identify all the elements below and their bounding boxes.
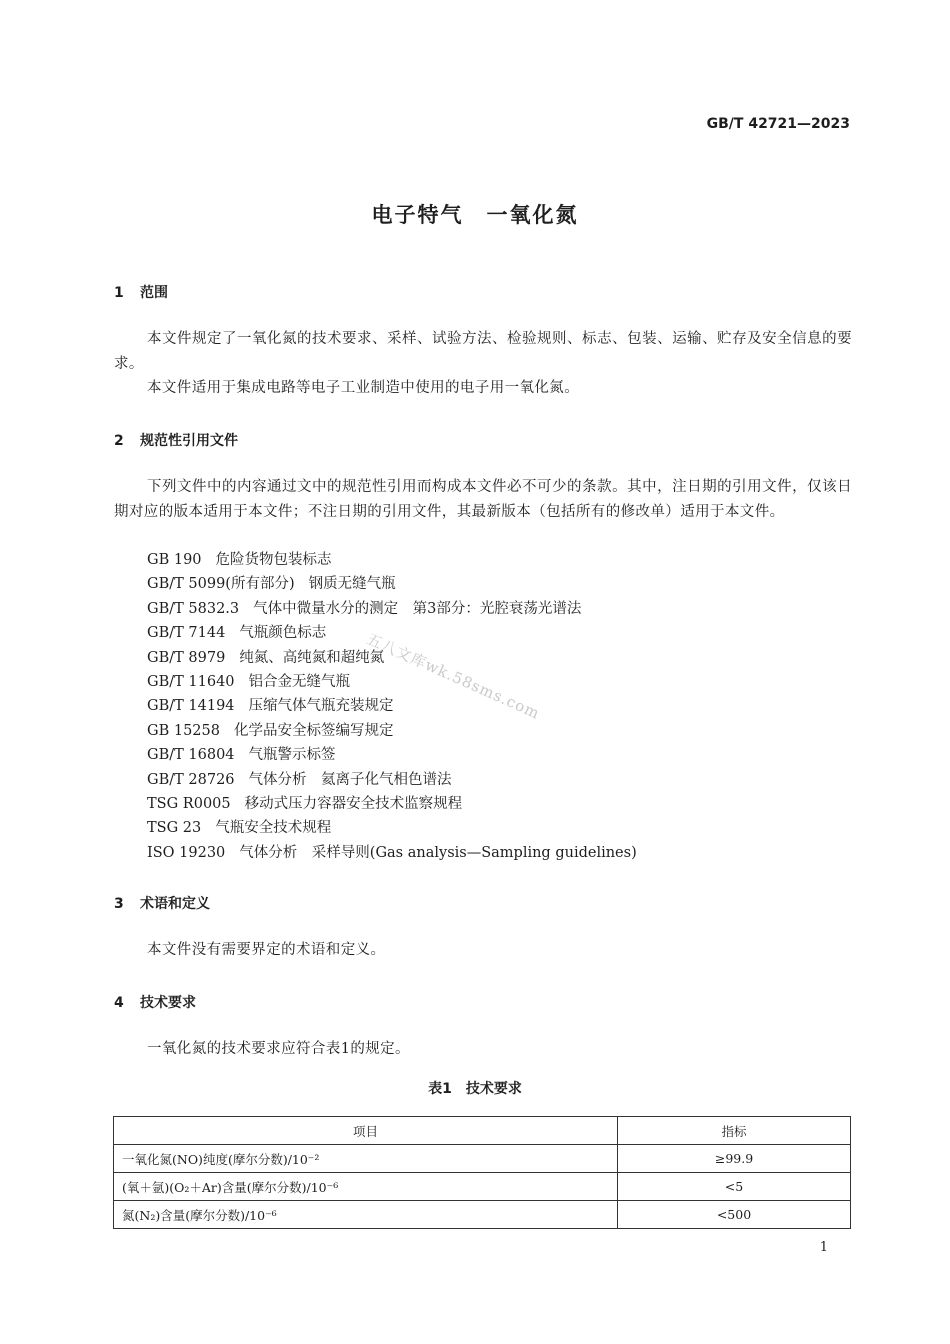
reference-code: GB/T 5832.3 (147, 600, 240, 617)
reference-item (147, 670, 637, 694)
paragraph: 一氧化氮的技术要求应符合表1的规定。 (147, 1041, 410, 1057)
reference-item (147, 743, 637, 767)
reference-title: 移动式压力容器安全技术监察规程 (244, 795, 463, 812)
standard-number: GB/T 42721—2023 (706, 116, 850, 132)
reference-title: 气体中微量水分的测定 第3部分：光腔衰荡光谱法 (253, 600, 582, 617)
column-header-item: 项目 (114, 1117, 618, 1145)
section-number: 2 (114, 433, 124, 449)
table-caption: 表1 技术要求 (428, 1081, 522, 1097)
reference-title: 纯氮、高纯氮和超纯氮 (239, 649, 385, 666)
reference-code: ISO 19230 (147, 844, 226, 861)
reference-item (147, 719, 637, 743)
reference-item (147, 694, 637, 718)
section-1-heading (114, 282, 168, 302)
paragraph: 本文件适用于集成电路等电子工业制造中使用的电子用一氧化氮。 (147, 380, 580, 396)
document-title: 电子特气 一氧化氮 (371, 203, 579, 227)
reference-item (147, 597, 637, 621)
watermark: 五八文库wk.58sms.com (363, 629, 543, 723)
reference-title: 气体分析 采样导则(Gas analysis—Sampling guidelines) (239, 844, 637, 861)
reference-title: 气体分析 氦离子化气相色谱法 (248, 771, 452, 788)
reference-code: GB/T 14194 (147, 698, 235, 715)
table-cell-value: ≥99.9 (618, 1145, 851, 1173)
section-3-heading (114, 893, 210, 913)
table-cell-item: 一氧化氮(NO)纯度(摩尔分数)/10⁻² (114, 1145, 618, 1173)
section-title: 范围 (140, 285, 168, 301)
reference-title: 气瓶安全技术规程 (215, 820, 332, 837)
section-2-heading (114, 430, 238, 450)
reference-title: 压缩气体气瓶充装规定 (248, 698, 394, 715)
requirements-table (113, 1116, 851, 1229)
reference-title: 铝合金无缝气瓶 (248, 673, 351, 690)
reference-title: 化学品安全标签编写规定 (233, 722, 394, 739)
reference-item (147, 792, 637, 816)
reference-code: GB/T 5099(所有部分) (147, 576, 295, 593)
table-cell-item: (氧＋氩)(O₂＋Ar)含量(摩尔分数)/10⁻⁶ (114, 1173, 618, 1201)
section-title: 规范性引用文件 (140, 433, 238, 449)
reference-title: 危险货物包装标志 (215, 552, 332, 568)
reference-item (147, 768, 637, 792)
section-4-heading (114, 992, 196, 1012)
reference-code: GB/T 8979 (147, 649, 226, 666)
reference-item (147, 572, 637, 596)
reference-code: GB/T 11640 (147, 673, 235, 690)
reference-code: GB/T 28726 (147, 771, 235, 788)
reference-code: TSG R0005 (147, 795, 231, 812)
reference-item (147, 816, 637, 840)
table-cell-value: <5 (618, 1173, 851, 1201)
paragraph: 本文件没有需要界定的术语和定义。 (147, 942, 386, 958)
section-number: 4 (114, 995, 124, 1011)
reference-item (147, 548, 637, 572)
paragraph: 本文件规定了一氧化氮的技术要求、采样、试验方法、检验规则、标志、包装、运输、贮存及安全信息的要求。 (114, 331, 852, 372)
reference-code: GB/T 16804 (147, 747, 235, 764)
reference-title: 气瓶警示标签 (248, 747, 336, 764)
section-title: 术语和定义 (140, 896, 210, 912)
reference-title: 气瓶颜色标志 (239, 625, 327, 642)
reference-list (147, 548, 637, 865)
page-number: 1 (819, 1240, 828, 1255)
table-row (114, 1173, 851, 1201)
column-header-value: 指标 (618, 1117, 851, 1145)
reference-code: GB 15258 (147, 722, 220, 739)
table-header-row (114, 1117, 851, 1145)
paragraph: 下列文件中的内容通过文中的规范性引用而构成本文件必不可少的条款。其中，注日期的引用文件，仅该日期对应的版本适用于本文件；不注日期的引用文件，其最新版本（包括所有的修改单）适用于本文件。 (114, 479, 852, 520)
reference-code: GB 190 (147, 552, 202, 568)
reference-code: GB/T 7144 (147, 625, 226, 642)
section-number: 3 (114, 896, 124, 912)
reference-title: 钢质无缝气瓶 (308, 576, 396, 593)
reference-item (147, 841, 637, 865)
table-row (114, 1145, 851, 1173)
table-cell-value: <500 (618, 1201, 851, 1229)
table-row (114, 1201, 851, 1229)
reference-code: TSG 23 (147, 820, 202, 837)
section-title: 技术要求 (140, 995, 196, 1011)
section-number: 1 (114, 285, 124, 301)
table-cell-item: 氮(N₂)含量(摩尔分数)/10⁻⁶ (114, 1201, 618, 1229)
